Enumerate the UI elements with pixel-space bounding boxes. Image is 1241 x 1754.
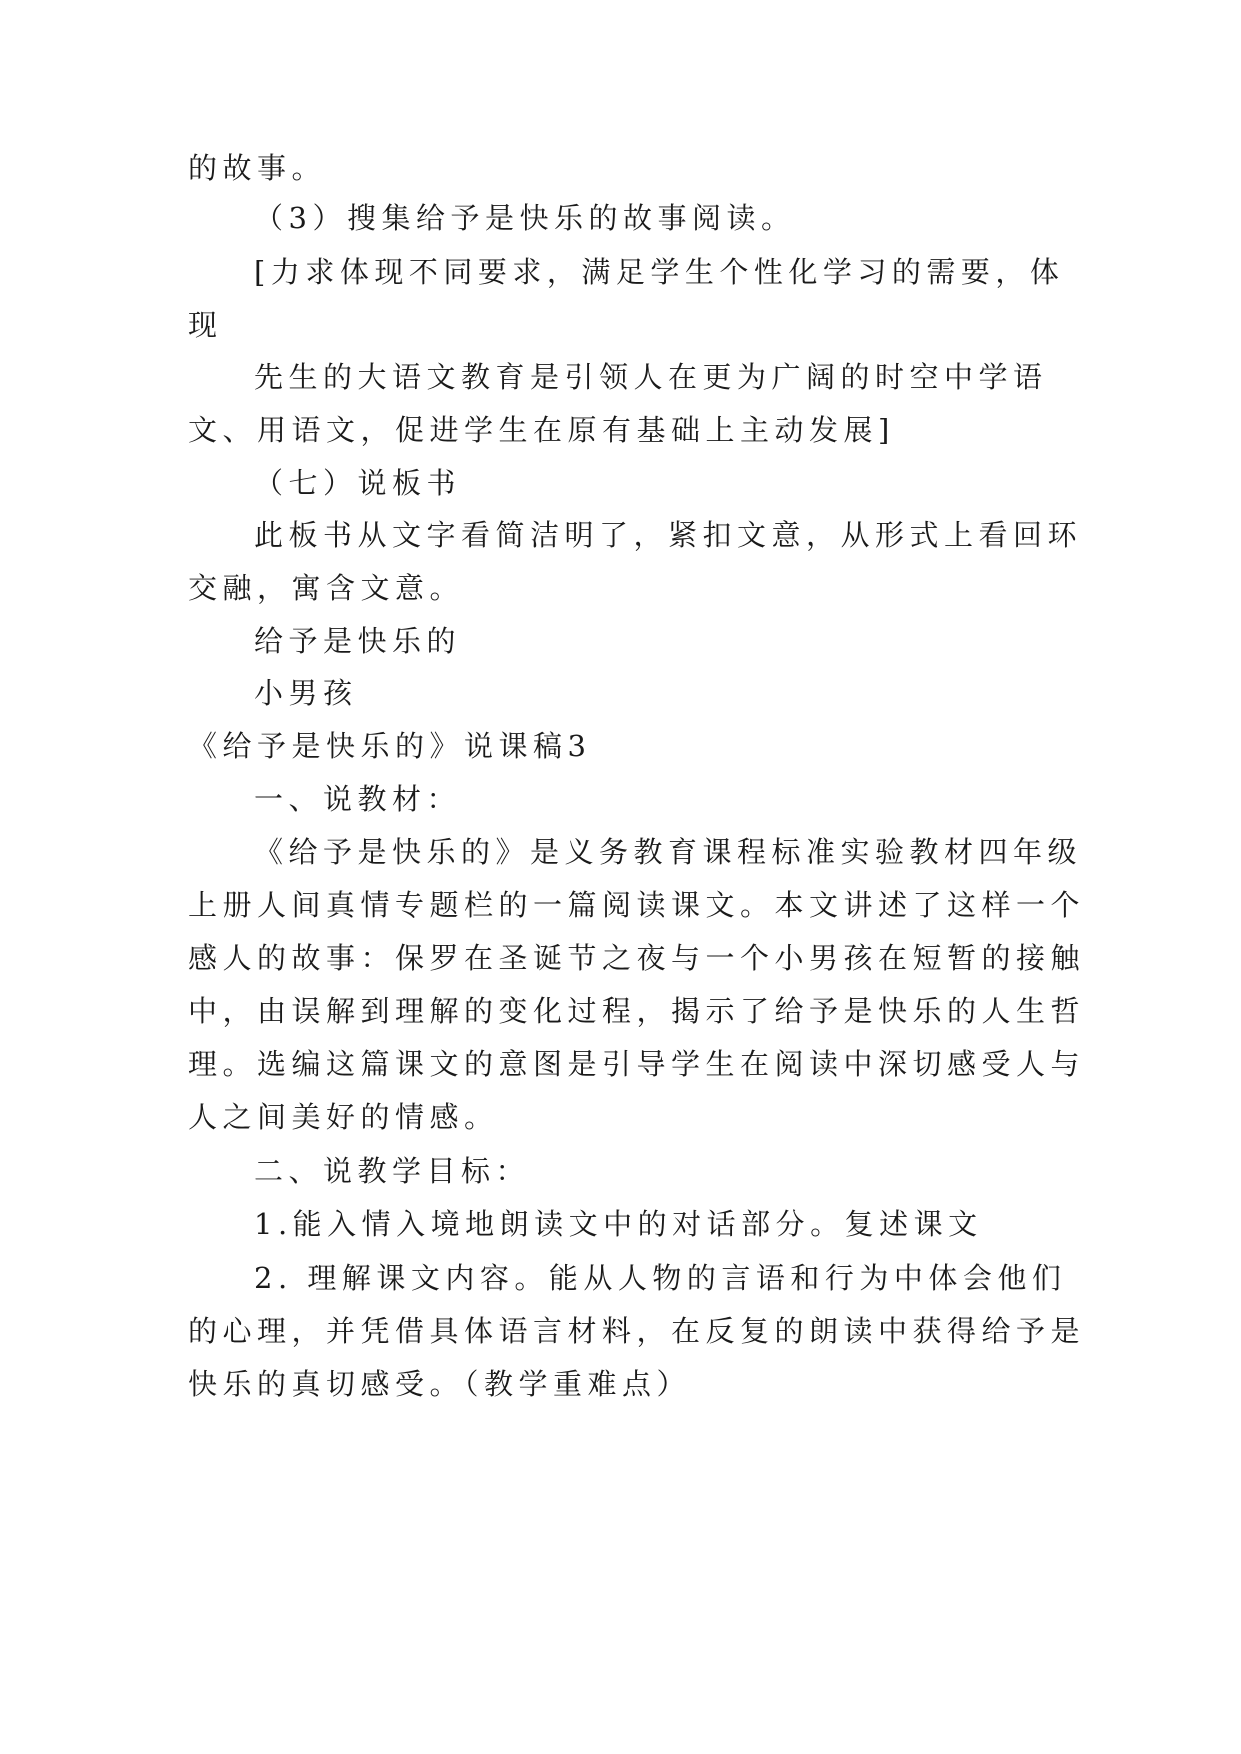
text-line: 上册人间真情专题栏的一篇阅读课文。本文讲述了这样一个 [188,888,1086,922]
text-line: 的故事。 [188,151,327,185]
document-title: 《给予是快乐的》说课稿3 [188,729,592,763]
list-item: 1.能入情入境地朗读文中的对话部分。复述课文 [254,1207,983,1241]
text-line: 理。选编这篇课文的意图是引导学生在阅读中深切感受人与 [188,1047,1086,1081]
text-line: （3）搜集给予是快乐的故事阅读。 [254,201,796,235]
text-line: 中，由误解到理解的变化过程，揭示了给予是快乐的人生哲 [188,994,1086,1028]
text-line: 交融，寓含文意。 [188,571,465,605]
text-line: 快乐的真切感受。（教学重难点） [188,1367,692,1401]
section-heading: （七）说板书 [254,466,462,500]
text-line: 人之间美好的情感。 [188,1100,499,1134]
text-line: 此板书从文字看简洁明了，紧扣文意，从形式上看回环 [254,518,1083,552]
text-line: 感人的故事：保罗在圣诞节之夜与一个小男孩在短暂的接触 [188,941,1086,975]
text-line: 现 [188,308,223,342]
blackboard-text: 小男孩 [254,676,358,710]
text-line: [力求体现不同要求，满足学生个性化学习的需要，体 [254,255,1065,289]
text-line: 先生的大语文教育是引领人在更为广阔的时空中学语 [254,360,1048,394]
text-line: 的心理，并凭借具体语言材料，在反复的朗读中获得给予是 [188,1314,1086,1348]
text-line: 文、用语文，促进学生在原有基础上主动发展] [188,413,895,447]
section-heading: 二、说教学目标： [254,1154,531,1188]
text-line: 《给予是快乐的》是义务教育课程标准实验教材四年级 [254,835,1083,869]
list-item: 2. 理解课文内容。能从人物的言语和行为中体会他们 [254,1261,1067,1295]
section-heading: 一、说教材： [254,782,462,816]
blackboard-text: 给予是快乐的 [254,624,462,658]
